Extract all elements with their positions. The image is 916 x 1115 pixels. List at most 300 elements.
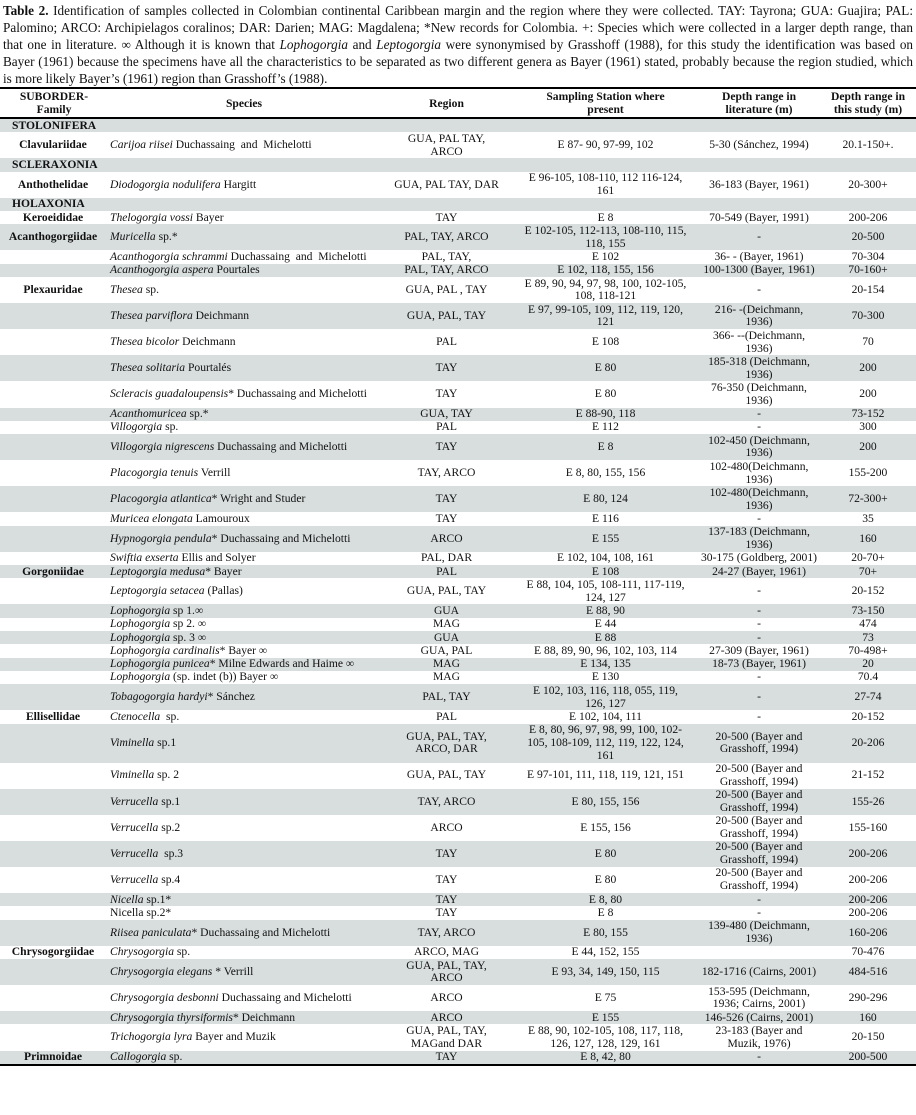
species-genus: Thesea bicolor <box>110 335 180 349</box>
sampling-station-cell: E 88, 90, 102-105, 108, 117, 118, 126, 127, 128, 129, 161 <box>527 1023 683 1050</box>
depth-literature-cell: 185-318 (Deichmann, 1936) <box>698 355 820 381</box>
caption-label: Table 2. <box>3 3 49 18</box>
species-genus: Acanthogorgia aspera <box>110 263 214 277</box>
species-authority: sp. <box>162 420 179 434</box>
table-row <box>0 671 916 684</box>
depth-study-cell: 35 <box>862 511 874 525</box>
sampling-station-cell: E 116 <box>592 511 619 525</box>
table-row <box>0 789 916 815</box>
species-authority: Ellis and Solyer <box>178 551 256 565</box>
depth-literature-cell: - <box>698 1051 820 1065</box>
table-row <box>0 172 916 198</box>
species-authority: Pourtales <box>213 263 260 277</box>
sampling-station-cell: E 44 <box>594 617 617 631</box>
species-genus: Hypnogorgia pendula <box>110 531 212 545</box>
species-cell <box>108 1024 380 1050</box>
region-cell: TAY <box>380 841 513 867</box>
depth-literature-cell: 36-183 (Bayer, 1961) <box>709 177 809 191</box>
family-cell <box>0 526 108 552</box>
header-suborder-family: SUBORDER- Family <box>19 90 89 116</box>
species-genus: Placogorgia atlantica <box>110 492 212 506</box>
species-authority: sp. <box>160 710 180 723</box>
table-row <box>0 264 916 277</box>
species-cell <box>108 211 380 224</box>
species-authority: * Verrill <box>212 964 254 978</box>
family-cell <box>0 604 108 617</box>
region-cell: PAL, DAR <box>420 551 473 565</box>
region-cell: TAY <box>380 893 513 906</box>
table-row <box>0 578 916 604</box>
depth-study-cell: 73-152 <box>820 408 916 421</box>
species-cell <box>108 604 380 617</box>
table-row <box>0 329 916 355</box>
sampling-station-cell: E 108 <box>513 565 698 578</box>
species-authority: Deichmann <box>192 309 250 323</box>
depth-study-cell: 20-500 <box>820 224 916 250</box>
species-cell <box>108 710 380 723</box>
depth-study-cell: 20-152 <box>851 584 885 598</box>
depth-literature-cell: 20-500 (Bayer and Grasshoff, 1994) <box>715 762 803 788</box>
family-cell <box>0 578 108 604</box>
region-cell: ARCO <box>380 526 513 552</box>
species-genus: Viminella <box>110 768 155 782</box>
depth-study-cell: 73 <box>820 631 916 644</box>
species-authority: * Wright and Studer <box>211 492 306 506</box>
depth-study-cell: 200-500 <box>820 1051 916 1065</box>
sampling-station-cell: E 8 <box>513 434 698 460</box>
species-genus: Thesea <box>110 282 143 296</box>
suborder-row <box>0 198 916 211</box>
species-genus: Thesea solitaria <box>110 361 186 375</box>
species-authority: Verrill <box>198 466 231 480</box>
species-cell <box>108 618 380 631</box>
depth-study-cell: 21-152 <box>851 768 885 782</box>
family-cell: Anthothelidae <box>17 177 89 191</box>
family-cell <box>0 724 108 763</box>
sampling-station-cell: E 102, 104, 108, 161 <box>557 551 654 565</box>
family-cell <box>0 671 108 684</box>
depth-literature-cell: - <box>757 617 761 631</box>
region-cell: TAY <box>380 434 513 460</box>
species-cell <box>108 985 380 1011</box>
family-cell: Ellisellidae <box>25 709 81 723</box>
family-cell <box>0 959 108 985</box>
sampling-station-cell: E 88, 90 <box>513 604 698 617</box>
depth-study-cell: 27-74 <box>820 684 916 710</box>
sampling-station-cell: E 80, 155 <box>513 920 698 946</box>
region-cell: TAY <box>435 905 458 919</box>
sampling-station-cell: E 44, 152, 155 <box>571 945 640 959</box>
species-genus: Verrucella <box>110 872 159 886</box>
suborder-name: STOLONIFERA <box>0 118 916 132</box>
region-cell: GUA, PAL , TAY <box>405 282 488 296</box>
species-authority: sp. <box>142 282 159 296</box>
region-cell: GUA <box>380 631 513 644</box>
region-cell: GUA, TAY <box>380 408 513 421</box>
region-cell: GUA, PAL TAY, ARCO <box>407 131 486 158</box>
region-cell: TAY <box>435 872 458 886</box>
species-genus: Acanthomuricea <box>110 407 187 421</box>
species-cell <box>108 486 380 512</box>
region-cell: GUA, PAL, TAY, ARCO, DAR <box>380 724 513 763</box>
family-cell <box>0 841 108 867</box>
region-cell: TAY, ARCO <box>380 789 513 815</box>
table-row <box>0 631 916 644</box>
family-cell <box>0 264 108 277</box>
species-cell <box>108 132 380 158</box>
depth-literature-cell: - <box>698 684 820 710</box>
species-authority: sp 2. ∞ <box>170 617 207 631</box>
region-cell: TAY, ARCO <box>417 466 476 480</box>
depth-study-cell: 290-296 <box>848 990 888 1004</box>
caption-text: Leptogorgia <box>376 37 442 52</box>
species-cell <box>108 841 380 867</box>
depth-literature-cell: 23-183 (Bayer and Muzik, 1976) <box>715 1023 803 1050</box>
region-cell: TAY <box>380 486 513 512</box>
table-row <box>0 526 916 552</box>
table-row <box>0 552 916 565</box>
species-authority: sp. 3 ∞ <box>170 631 207 644</box>
depth-study-cell: 70-476 <box>851 945 885 959</box>
species-cell <box>108 724 380 763</box>
region-cell: GUA, PAL, TAY, MAGand DAR <box>406 1023 487 1050</box>
sampling-station-cell: E 97, 99-105, 109, 112, 119, 120, 121 <box>513 303 698 329</box>
table-row <box>0 604 916 617</box>
sampling-station-cell: E 102, 104, 111 <box>569 709 642 723</box>
table-row <box>0 277 916 303</box>
species-cell <box>108 959 380 985</box>
depth-study-cell: 20-206 <box>820 724 916 763</box>
sampling-station-cell: E 93, 34, 149, 150, 115 <box>513 959 698 985</box>
species-authority: sp.1* <box>143 893 172 906</box>
table-row <box>0 381 916 407</box>
species-authority: * Sánchez <box>207 690 255 704</box>
table-row <box>0 303 916 329</box>
species-genus: Verrucella <box>110 846 159 860</box>
sampling-station-cell: E 155 <box>513 526 698 552</box>
species-cell <box>108 460 380 486</box>
region-cell: ARCO <box>430 820 463 834</box>
region-cell: ARCO <box>430 990 463 1004</box>
family-cell: Plexauridae <box>23 282 83 296</box>
region-cell: PAL <box>436 709 457 723</box>
family-cell <box>0 512 108 525</box>
family-cell <box>0 434 108 460</box>
species-cell <box>108 381 380 407</box>
depth-literature-cell: - <box>757 905 761 919</box>
table-row <box>0 763 916 789</box>
sampling-station-cell: E 102-105, 112-113, 108-110, 115, 118, 155 <box>513 224 698 250</box>
depth-study-cell: 155-26 <box>820 789 916 815</box>
family-cell <box>0 421 108 434</box>
caption-text: were synonymised by Grasshoff (1988), for this study the identification was based on Bayer (1961) because the specimens have all the characteristics to be separated as two different genera as Bayer (1961) stated, probably because the region studied, which is more likely Bayer’s (1961) region than Grasshoff’s (1988). <box>3 37 914 86</box>
depth-study-cell: 72-300+ <box>820 486 916 512</box>
species-cell <box>108 906 380 919</box>
sampling-station-cell: E 88, 104, 105, 108-111, 117-119, 124, 127 <box>526 577 685 604</box>
sampling-station-cell: E 80, 155, 156 <box>513 789 698 815</box>
depth-study-cell: 70 <box>862 335 874 349</box>
caption-text: Identification of samples collected in Colombian continental Caribbean margin and the region where they were collected. TAY: Tayrona; GUA: Guajira; PAL: Palomino; ARCO: Archipielagos coralinos; DAR: Darien; MAG: Magdalena; *New records for Colombia. +: Species which were collected in a larger depth range, than that one in literature. ∞ Although it is known that <box>3 3 913 52</box>
species-authority: Duchassaing and Michelotti <box>214 440 348 454</box>
sampling-station-cell: E 75 <box>594 990 617 1004</box>
region-cell: GUA <box>380 604 513 617</box>
depth-study-cell: 70-300 <box>820 303 916 329</box>
sampling-station-cell: E 88-90, 118 <box>513 408 698 421</box>
table-row <box>0 1051 916 1065</box>
family-cell <box>0 1011 108 1024</box>
species-cell <box>108 946 380 959</box>
species-cell <box>108 671 380 684</box>
suborder-row <box>0 118 916 132</box>
species-genus: Verrucella <box>110 794 159 808</box>
sampling-station-cell: E 155, 156 <box>580 820 631 834</box>
family-cell <box>0 486 108 512</box>
species-genus: Carijoa riisei <box>110 138 173 152</box>
table-row <box>0 724 916 763</box>
depth-study-cell: 20-300+ <box>848 177 888 191</box>
depth-literature-cell: - <box>698 631 820 644</box>
table-row <box>0 408 916 421</box>
region-cell: PAL <box>380 565 513 578</box>
table-row <box>0 618 916 631</box>
region-cell: ARCO <box>380 1011 513 1024</box>
species-authority: Duchassaing and Michelotti <box>227 250 367 263</box>
species-genus: Chrysogorgia <box>110 945 174 959</box>
family-cell <box>0 815 108 841</box>
species-cell <box>108 867 380 893</box>
depth-literature-cell: 30-175 (Goldberg, 2001) <box>700 551 818 565</box>
header-depth-study: Depth range in this study (m) <box>830 90 906 116</box>
table-row <box>0 434 916 460</box>
table-row <box>0 644 916 657</box>
region-cell: MAG <box>432 617 461 631</box>
family-cell <box>0 460 108 486</box>
species-genus: Ctenocella <box>110 710 161 723</box>
species-authority: Deichmann <box>179 335 236 349</box>
table-row <box>0 893 916 906</box>
species-genus: Verrucella <box>110 820 159 834</box>
sampling-station-cell: E 112 <box>592 420 619 434</box>
species-genus: Lophogorgia <box>110 631 171 644</box>
species-authority: sp.1 <box>154 735 177 749</box>
sampling-station-cell: E 80 <box>594 387 617 401</box>
sampling-station-cell: E 87- 90, 97-99, 102 <box>557 138 654 152</box>
species-authority: sp.3 <box>158 846 184 860</box>
region-cell: PAL <box>436 335 457 349</box>
species-cell <box>108 631 380 644</box>
region-cell: ARCO, MAG <box>413 945 480 959</box>
species-cell <box>108 920 380 946</box>
suborder-row <box>0 158 916 171</box>
family-cell <box>0 618 108 631</box>
table-row <box>0 946 916 959</box>
depth-literature-cell: 366- --(Deichmann, 1936) <box>712 328 806 355</box>
depth-literature-cell: - <box>698 224 820 250</box>
depth-literature-cell: 27-309 (Bayer, 1961) <box>709 643 809 657</box>
species-genus: Diodogorgia nodulifera <box>110 177 221 191</box>
table-header-row <box>0 88 916 118</box>
region-cell: GUA, PAL TAY, DAR <box>394 177 499 191</box>
depth-study-cell: 200 <box>820 434 916 460</box>
depth-study-cell: 70-498+ <box>848 643 888 657</box>
region-cell: TAY <box>435 387 458 401</box>
species-genus: Lophogorgia <box>110 604 171 617</box>
sampling-station-cell: E 88, 89, 90, 96, 102, 103, 114 <box>534 643 677 657</box>
depth-study-cell: 160 <box>820 526 916 552</box>
family-cell <box>0 789 108 815</box>
region-cell: GUA, PAL <box>420 643 473 657</box>
sampling-station-cell: E 108 <box>591 335 620 349</box>
suborder-name: HOLAXONIA <box>0 198 916 211</box>
species-genus: Leptogorgia medusa <box>110 565 206 578</box>
family-cell <box>0 906 108 919</box>
species-cell <box>108 434 380 460</box>
family-cell <box>0 684 108 710</box>
species-genus: Viminella <box>110 735 155 749</box>
depth-study-cell: 160 <box>820 1011 916 1024</box>
region-cell: GUA, PAL, TAY <box>406 584 487 598</box>
depth-literature-cell: - <box>757 709 761 723</box>
species-authority: sp.4 <box>158 872 181 886</box>
table-row <box>0 867 916 893</box>
species-cell <box>108 303 380 329</box>
species-genus: Acanthogorgia schrammi <box>110 250 228 263</box>
sampling-station-cell: E 80, 124 <box>513 486 698 512</box>
depth-study-cell: 70+ <box>820 565 916 578</box>
family-cell: Gorgoniidae <box>0 565 108 578</box>
species-authority: (Pallas) <box>204 584 243 598</box>
species-cell <box>108 644 380 657</box>
depth-study-cell: 73-150 <box>820 604 916 617</box>
region-cell: PAL, TAY <box>380 684 513 710</box>
depth-literature-cell: - <box>757 420 761 434</box>
sampling-station-cell: E 8, 80, 96, 97, 98, 99, 100, 102- 105, 108-109, 112, 119, 122, 124, 161 <box>513 724 698 763</box>
table-row <box>0 710 916 723</box>
depth-study-cell: 200-206 <box>820 893 916 906</box>
depth-literature-cell: - <box>757 282 761 296</box>
species-genus: Thelogorgia vossi <box>110 211 193 224</box>
caption-text: Lophogorgia <box>279 37 348 52</box>
sampling-station-cell: E 8, 42, 80 <box>513 1051 698 1065</box>
table-row <box>0 815 916 841</box>
caption-text: and <box>347 37 377 52</box>
region-cell: GUA, PAL, TAY <box>380 303 513 329</box>
species-genus: Callogorgia <box>110 1050 167 1064</box>
species-authority: sp. 2 <box>154 768 180 782</box>
sampling-station-cell: E 89, 90, 94, 97, 98, 100, 102-105, 108, 118-121 <box>524 276 687 303</box>
species-authority: Bayer <box>193 211 224 224</box>
depth-literature-cell: 24-27 (Bayer, 1961) <box>698 565 820 578</box>
table-row <box>0 355 916 381</box>
region-cell: PAL, TAY, ARCO <box>380 224 513 250</box>
species-cell <box>108 250 380 263</box>
depth-study-cell: 20.1-150+. <box>842 138 894 152</box>
depth-study-cell: 20-154 <box>851 282 885 296</box>
family-cell <box>0 329 108 355</box>
species-genus: Tobagogorgia hardyi <box>110 690 208 704</box>
depth-literature-cell <box>698 946 820 959</box>
depth-literature-cell: - <box>698 408 820 421</box>
family-cell <box>0 381 108 407</box>
family-cell: Clavulariidae <box>19 138 87 152</box>
species-authority: * Duchassaing and Michelotti <box>191 925 331 939</box>
family-cell <box>0 408 108 421</box>
depth-literature-cell: 20-500 (Bayer and Grasshoff, 1994) <box>698 789 820 815</box>
region-cell: MAG <box>380 658 513 671</box>
depth-study-cell: 20-152 <box>851 709 885 723</box>
species-cell <box>108 355 380 381</box>
sampling-station-cell: E 130 <box>591 670 620 684</box>
depth-study-cell: 200 <box>859 387 877 401</box>
header-region: Region <box>429 96 464 110</box>
depth-literature-cell: 102-480(Deichmann, 1936) <box>698 486 820 512</box>
species-genus: Villogorgia nigrescens <box>110 440 215 454</box>
table-row <box>0 250 916 263</box>
family-cell: Primnoidae <box>0 1051 108 1065</box>
depth-study-cell: 20 <box>820 658 916 671</box>
depth-literature-cell: 216- -(Deichmann, 1936) <box>698 303 820 329</box>
table-row <box>0 920 916 946</box>
species-authority: * Bayer ∞ <box>219 644 268 657</box>
family-cell <box>0 1024 108 1050</box>
table-row <box>0 658 916 671</box>
species-authority: sp. <box>166 1050 183 1064</box>
depth-literature-cell: 20-500 (Bayer and Grasshoff, 1994) <box>715 866 803 893</box>
region-cell: PAL, TAY, <box>421 249 472 263</box>
depth-study-cell: 70-160+ <box>820 264 916 277</box>
table-row <box>0 421 916 434</box>
depth-study-cell: 155-200 <box>848 466 888 480</box>
depth-study-cell: 200-206 <box>848 872 888 886</box>
species-authority: * Duchassaing and Michelotti <box>228 387 367 401</box>
header-depth-literature: Depth range in literature (m) <box>721 90 797 116</box>
depth-literature-cell: 100-1300 (Bayer, 1961) <box>698 264 820 277</box>
depth-study-cell: 474 <box>859 617 877 631</box>
depth-study-cell: 20-70+ <box>851 551 885 565</box>
sampling-station-cell: E 8, 80 <box>513 893 698 906</box>
species-authority: Lamouroux <box>192 512 250 525</box>
depth-literature-cell: 102-480(Deichmann, 1936) <box>709 459 809 486</box>
species-cell <box>108 763 380 789</box>
family-cell <box>0 893 108 906</box>
species-cell <box>108 1011 380 1024</box>
region-cell: TAY <box>380 1051 513 1065</box>
depth-literature-cell: 18-73 (Bayer, 1961) <box>698 658 820 671</box>
sampling-station-cell: E 88 <box>513 631 698 644</box>
species-genus: Chrysogorgia elegans <box>110 964 213 978</box>
sampling-station-cell: E 80 <box>513 355 698 381</box>
sampling-station-cell: E 97-101, 111, 118, 119, 121, 151 <box>526 768 685 782</box>
region-cell: GUA, PAL, TAY, ARCO <box>380 959 513 985</box>
table-row <box>0 959 916 985</box>
species-genus: Lophogorgia punicea <box>110 657 210 671</box>
header-sampling-station: Sampling Station where present <box>546 90 665 116</box>
species-authority: sp.* <box>186 407 209 421</box>
species-genus: Lophogorgia cardinalis <box>110 644 220 657</box>
species-cell <box>108 565 380 578</box>
depth-literature-cell: 36- - (Bayer, 1961) <box>714 249 804 263</box>
species-cell <box>108 815 380 841</box>
depth-study-cell: 300 <box>859 420 877 434</box>
family-cell: Chrysogorgiidae <box>11 945 95 959</box>
region-cell: TAY <box>435 511 458 525</box>
species-authority: * Bayer <box>205 565 242 578</box>
depth-literature-cell: - <box>698 604 820 617</box>
species-authority: Duchassaing and Michelotti <box>218 990 352 1004</box>
species-genus: Lophogorgia <box>110 617 171 631</box>
species-authority: * Duchassaing and Michelotti <box>211 531 351 545</box>
depth-literature-cell: 182-1716 (Cairns, 2001) <box>698 959 820 985</box>
